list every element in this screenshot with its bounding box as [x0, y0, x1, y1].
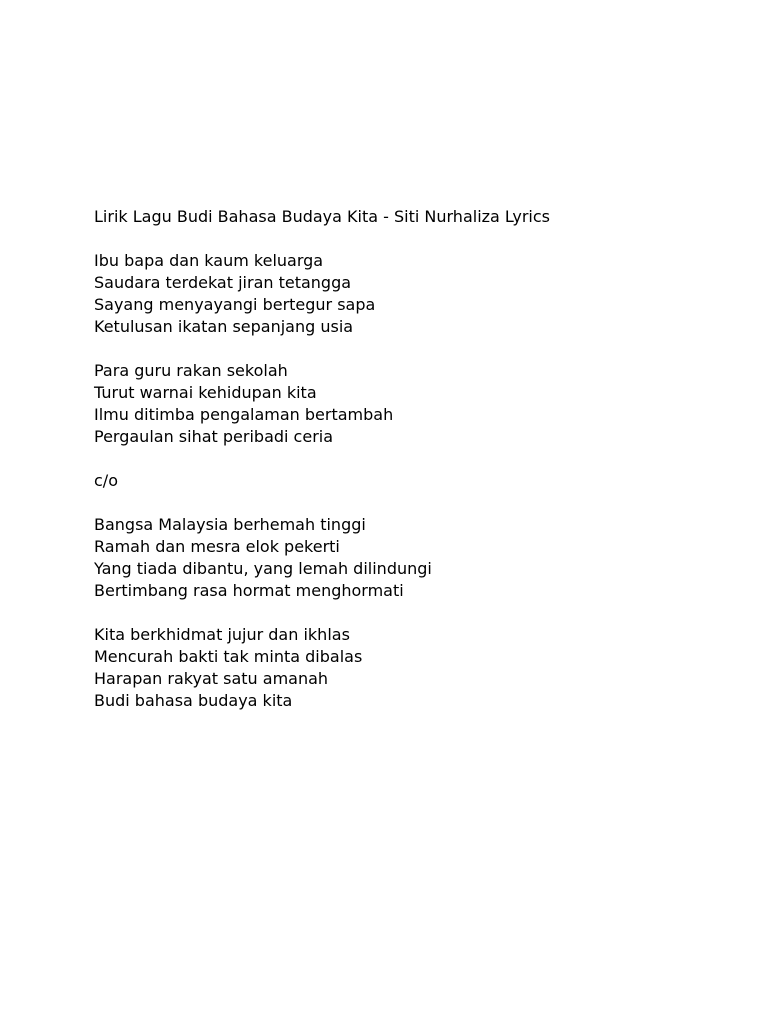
- lyric-line: Harapan rakyat satu amanah: [94, 669, 329, 688]
- lyric-line: Sayang menyayangi bertegur sapa: [94, 295, 376, 314]
- lyric-line: Bangsa Malaysia berhemah tinggi: [94, 515, 366, 534]
- lyric-line: Budi bahasa budaya kita: [94, 691, 293, 710]
- lyric-line: Pergaulan sihat peribadi ceria: [94, 427, 334, 446]
- lyric-line: Mencurah bakti tak minta dibalas: [94, 647, 363, 666]
- stanza-3: [94, 514, 734, 602]
- stanza-1: [94, 250, 734, 338]
- lyric-line: Ilmu ditimba pengalaman bertambah: [94, 405, 394, 424]
- lyric-line: Bertimbang rasa hormat menghormati: [94, 581, 404, 600]
- lyrics-content: [94, 206, 734, 734]
- lyric-line: Turut warnai kehidupan kita: [94, 383, 317, 402]
- lyric-line: Ketulusan ikatan sepanjang usia: [94, 317, 354, 336]
- document-title: Lirik Lagu Budi Bahasa Budaya Kita - Siti Nurhaliza Lyrics: [94, 207, 550, 226]
- lyric-line: Para guru rakan sekolah: [94, 361, 288, 380]
- lyric-line: Yang tiada dibantu, yang lemah dilindungi: [94, 559, 432, 578]
- lyric-line: Saudara terdekat jiran tetangga: [94, 273, 352, 292]
- stanza-2: [94, 360, 734, 448]
- lyric-line: Ibu bapa dan kaum keluarga: [94, 251, 324, 270]
- lyric-line: Kita berkhidmat jujur dan ikhlas: [94, 625, 350, 644]
- lyric-line: Ramah dan mesra elok pekerti: [94, 537, 340, 556]
- chorus-marker: [94, 470, 734, 492]
- stanza-4: [94, 624, 734, 712]
- lyric-line: c/o: [94, 471, 118, 490]
